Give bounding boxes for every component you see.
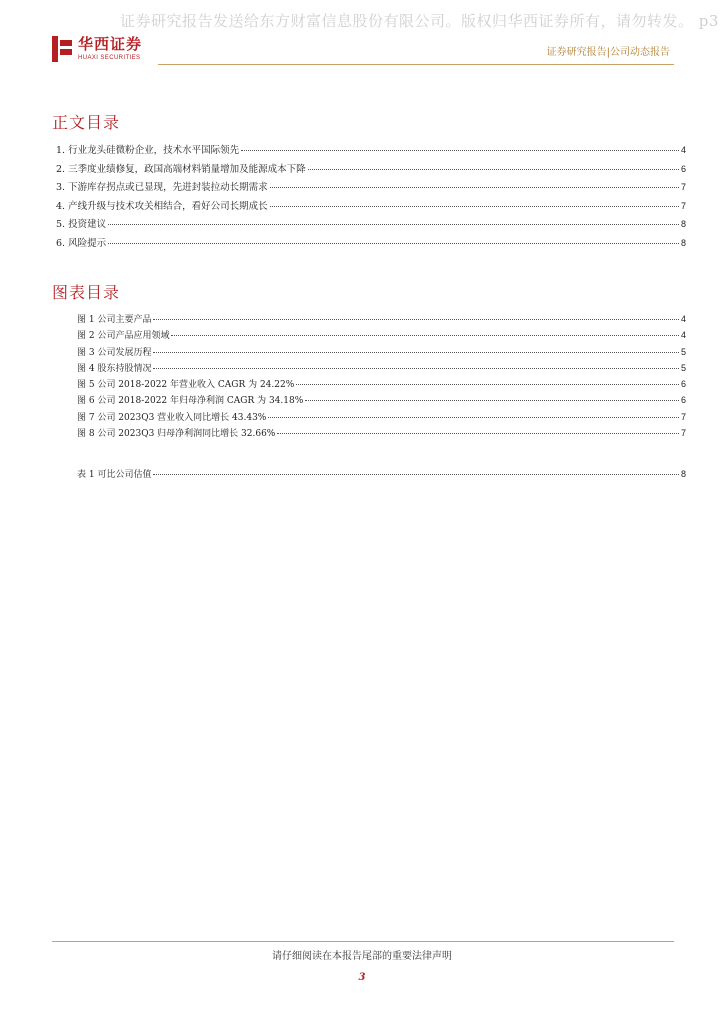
figure-entry-label: 图 3 公司发展历程 xyxy=(77,347,152,358)
toc-entry-page: 6 xyxy=(680,163,686,174)
toc-entry-label: 3. 下游库存拐点或已显现，先进封装拉动长期需求 xyxy=(56,182,268,193)
figure-entry[interactable] xyxy=(77,328,686,344)
figure-toc-title: 图表目录 xyxy=(52,283,121,302)
figure-entry-label: 图 5 公司 2018-2022 年营业收入 CAGR 为 24.22% xyxy=(77,380,295,391)
toc-entry[interactable] xyxy=(56,198,686,217)
figure-entry[interactable] xyxy=(77,377,686,393)
figure-entry[interactable] xyxy=(77,410,686,426)
toc-entry[interactable] xyxy=(56,216,686,235)
toc-entry[interactable] xyxy=(56,179,686,198)
toc-entry-label: 2. 三季度业绩修复，政国高端材料销量增加及能源成本下降 xyxy=(56,163,306,175)
main-toc xyxy=(56,142,686,253)
table-entry-page: 8 xyxy=(680,469,686,479)
figure-entry[interactable] xyxy=(77,361,686,377)
logo-chinese-name: 华西证券 xyxy=(78,35,143,53)
figure-entry-label: 图 2 公司产品应用领域 xyxy=(77,331,170,342)
toc-entry-page: 7 xyxy=(680,200,686,211)
table-entry[interactable] xyxy=(77,467,686,486)
figure-entry-label: 图 4 股东持股情况 xyxy=(77,363,152,374)
toc-entry-page: 8 xyxy=(680,219,686,229)
figure-entry-page: 7 xyxy=(680,428,686,439)
figure-toc xyxy=(77,312,686,442)
toc-entry-page: 4 xyxy=(680,145,686,155)
table-toc xyxy=(77,467,686,486)
figure-entry-page: 4 xyxy=(680,314,686,324)
toc-entry[interactable] xyxy=(56,142,686,161)
header-divider xyxy=(158,64,674,65)
figure-entry-label: 图 1 公司主要产品 xyxy=(77,315,152,325)
figure-entry-label: 图 7 公司 2023Q3 营业收入同比增长 43.43% xyxy=(77,412,267,423)
toc-entry[interactable] xyxy=(56,235,686,254)
watermark: 证券研究报告发送给东方财富信息股份有限公司。版权归华西证券所有，请勿转发。 p3 xyxy=(120,12,719,30)
figure-entry-page: 6 xyxy=(680,379,686,390)
figure-entry-label: 图 8 公司 2023Q3 归母净利润同比增长 32.66% xyxy=(77,429,276,440)
toc-entry-page: 7 xyxy=(680,182,686,192)
toc-entry-label: 6. 风险提示 xyxy=(56,237,107,249)
toc-entry-page: 8 xyxy=(680,237,686,248)
figure-entry-label: 图 6 公司 2018-2022 年归母净利润 CAGR 为 34.18% xyxy=(77,396,304,407)
toc-entry-label: 4. 产线升级与技术攻关相结合，看好公司长期成长 xyxy=(56,200,268,212)
figure-entry[interactable] xyxy=(77,426,686,442)
table-entry-label: 表 1 可比公司估值 xyxy=(77,470,152,480)
figure-entry[interactable] xyxy=(77,312,686,328)
figure-entry-page: 5 xyxy=(680,362,686,373)
figure-entry-page: 7 xyxy=(680,411,686,422)
toc-entry[interactable] xyxy=(56,161,686,180)
figure-entry[interactable] xyxy=(77,345,686,361)
figure-entry-page: 6 xyxy=(680,395,686,406)
page-number: 3 xyxy=(358,972,366,983)
huaxi-logo-icon xyxy=(52,36,72,62)
report-type-label: 证券研究报告|公司动态报告 xyxy=(546,47,670,58)
huaxi-logo xyxy=(52,34,142,64)
logo-english-name: HUAXI SECURITIES xyxy=(78,55,141,61)
figure-entry-page: 4 xyxy=(680,330,686,341)
toc-entry-label: 5. 投资建议 xyxy=(56,219,107,230)
main-toc-title: 正文目录 xyxy=(52,113,121,132)
figure-entry-page: 5 xyxy=(680,346,686,357)
legal-notice: 请仔细阅读在本报告尾部的重要法律声明 xyxy=(272,951,452,962)
figure-entry[interactable] xyxy=(77,393,686,409)
toc-entry-label: 1. 行业龙头硅微粉企业，技术水平国际领先 xyxy=(56,145,240,156)
footer-divider xyxy=(52,941,674,942)
